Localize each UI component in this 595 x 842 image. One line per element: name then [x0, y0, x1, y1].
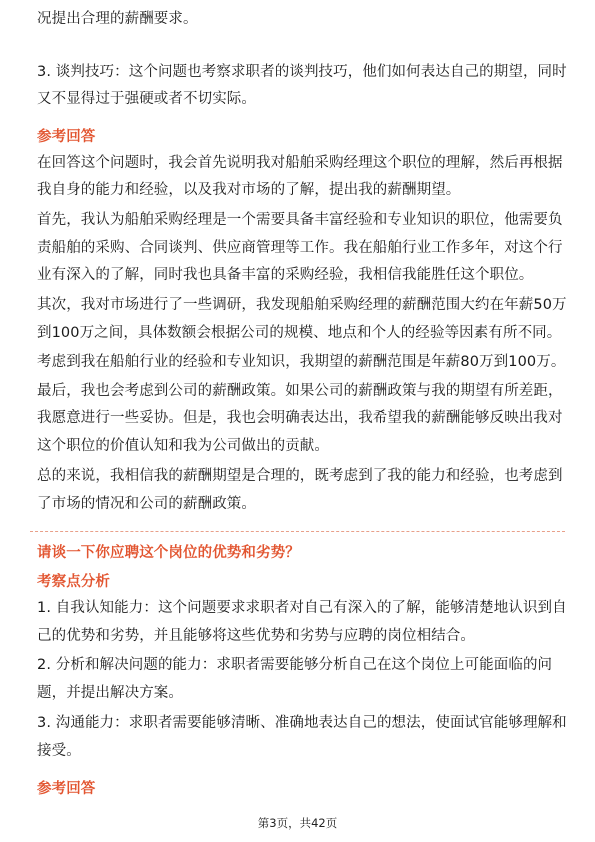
body-text-line: 题，并提出解决方案。: [37, 685, 183, 701]
body-text-line: 其次，我对市场进行了一些调研，我发现船舶采购经理的薪酬范围大约在年薪50万: [37, 297, 567, 313]
body-text-line: 我自身的能力和经验，以及我对市场的了解，提出我的薪酬期望。: [37, 182, 461, 198]
body-text-line: 1. 自我认知能力：这个问题要求求职者对自己有深入的了解，能够清楚地认识到自: [37, 600, 567, 616]
body-text-line: 3. 谈判技巧：这个问题也考察求职者的谈判技巧，他们如何表达自己的期望，同时: [37, 64, 567, 80]
body-text-line: 首先，我认为船舶采购经理是一个需要具备丰富经验和专业知识的职位，他需要负: [37, 212, 563, 228]
section-divider: [30, 531, 565, 532]
analysis-heading: 考察点分析: [37, 574, 110, 590]
body-text-line: 最后，我也会考虑到公司的薪酬政策。如果公司的薪酬政策与我的期望有所差距，: [37, 383, 563, 399]
body-text-line: 责船舶的采购、合同谈判、供应商管理等工作。我在船舶行业工作多年，对这个行: [37, 240, 563, 256]
question-title: 请谈一下你应聘这个岗位的优势和劣势？: [37, 545, 300, 561]
body-text-line: 3. 沟通能力：求职者需要能够清晰、准确地表达自己的想法，使面试官能够理解和: [37, 715, 567, 731]
page-number: 第3页，共42页: [257, 816, 338, 830]
body-text-line: 业有深入的了解，同时我也具备丰富的采购经验，我相信我能胜任这个职位。: [37, 267, 534, 283]
body-text-line: 考虑到我在船舶行业的经验和专业知识，我期望的薪酬范围是年薪80万到100万。: [37, 354, 566, 370]
body-text-line: 在回答这个问题时，我会首先说明我对船舶采购经理这个职位的理解，然后再根据: [37, 155, 563, 171]
reference-answer-heading: 参考回答: [37, 129, 96, 145]
body-text-line: 接受。: [37, 743, 81, 759]
body-text-line: 了市场的情况和公司的薪酬政策。: [37, 496, 256, 512]
body-text-line: 这个职位的价值认知和我为公司做出的贡献。: [37, 438, 329, 454]
body-text-line: 到100万之间，具体数额会根据公司的规模、地点和个人的经验等因素有所不同。: [37, 325, 562, 341]
body-text-line: 又不显得过于强硬或者不切实际。: [37, 91, 256, 107]
reference-answer-heading: 参考回答: [37, 781, 96, 797]
body-text-line: 2. 分析和解决问题的能力：求职者需要能够分析自己在这个岗位上可能面临的问: [37, 657, 553, 673]
body-text-line: 己的优势和劣势，并且能够将这些优势和劣势与应聘的岗位相结合。: [37, 628, 475, 644]
body-text-line: 况提出合理的薪酬要求。: [37, 11, 198, 27]
body-text-line: 总的来说，我相信我的薪酬期望是合理的，既考虑到了我的能力和经验，也考虑到: [37, 468, 563, 484]
body-text-line: 我愿意进行一些妥协。但是，我也会明确表达出，我希望我的薪酬能够反映出我对: [37, 410, 563, 426]
